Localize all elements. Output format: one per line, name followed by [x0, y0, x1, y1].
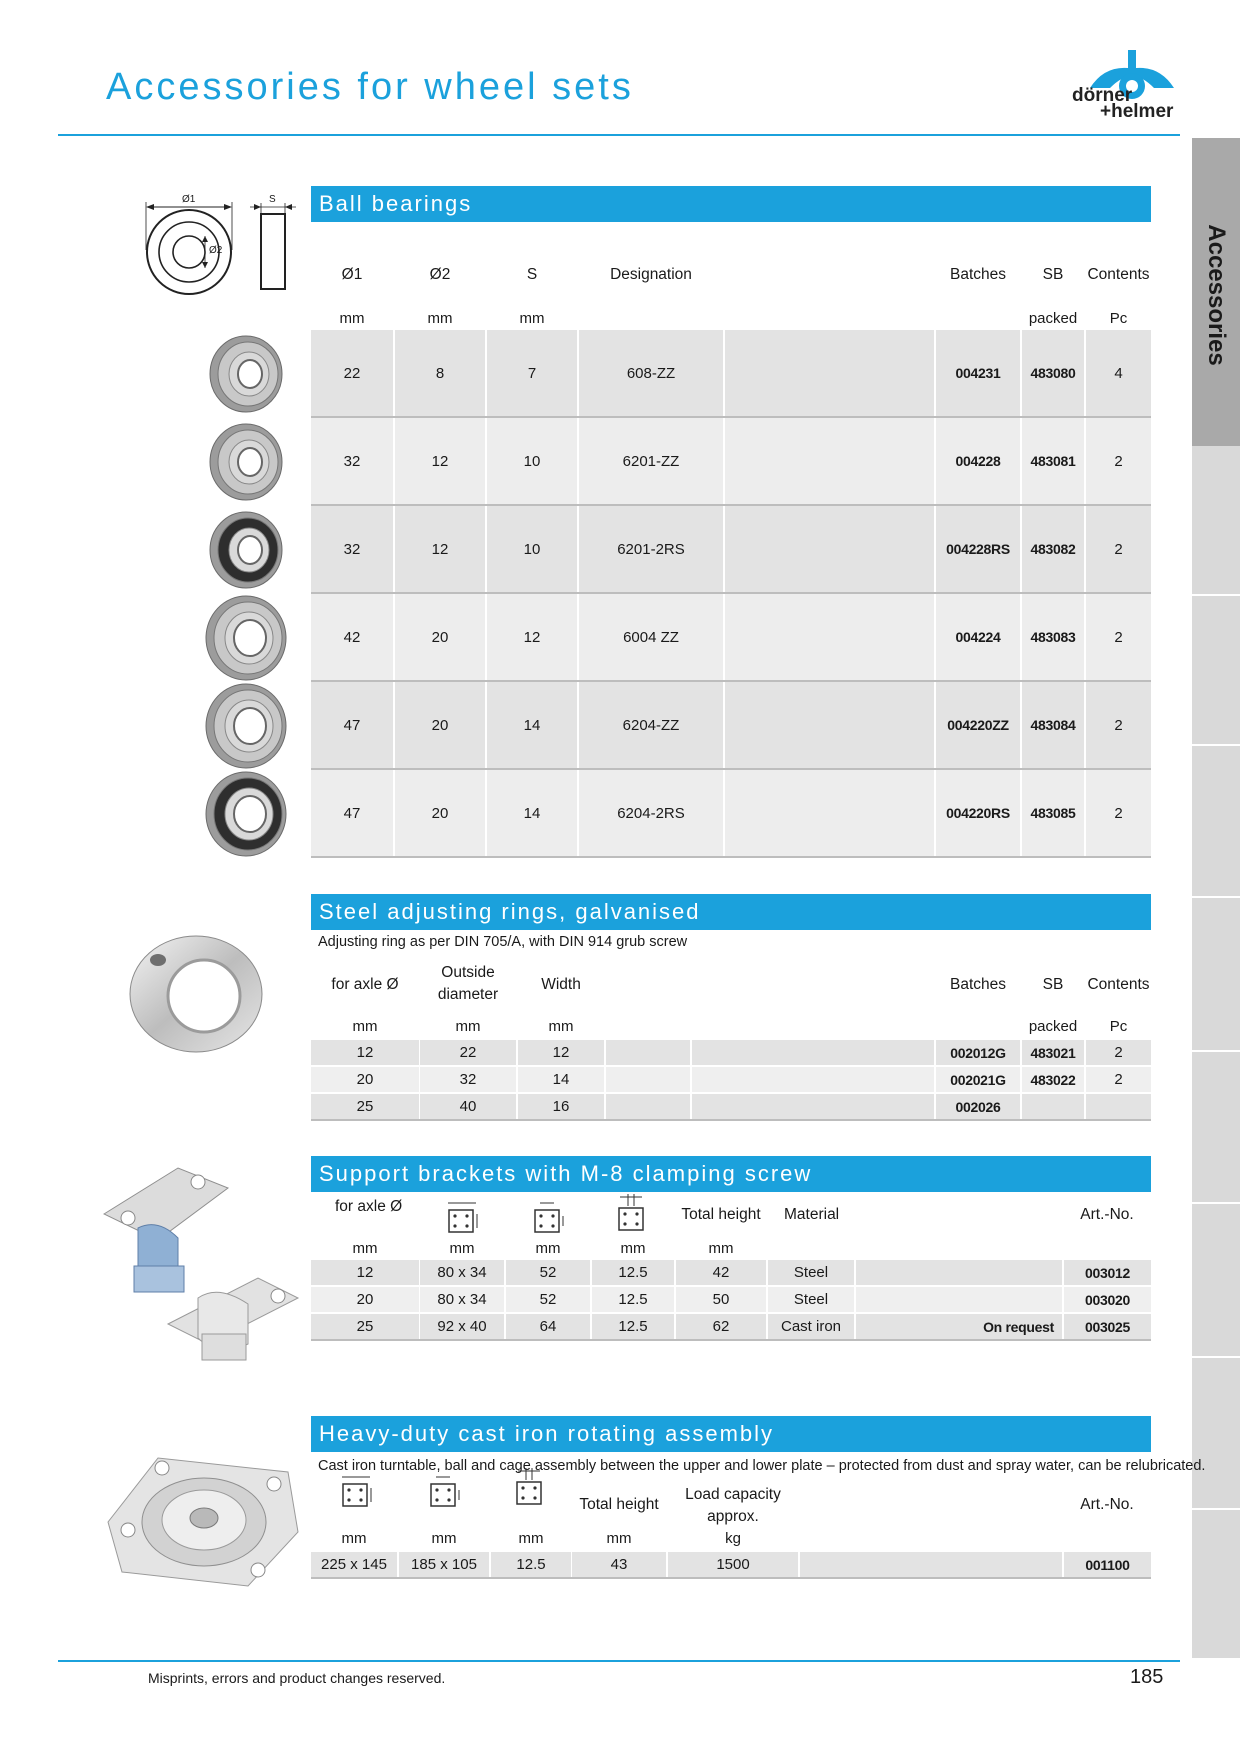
table-cell: 6004 ZZ	[579, 594, 723, 680]
table-cell: 14	[518, 1067, 604, 1092]
table-cell: 1500	[668, 1552, 798, 1577]
table-cell: 10	[487, 418, 577, 504]
header-rule	[58, 134, 1180, 136]
adjusting-ring-image	[118, 924, 268, 1054]
unit-plate: mm	[341, 1530, 367, 1547]
table-cell-empty	[692, 1040, 934, 1065]
table-bottom-rule	[311, 1577, 1151, 1579]
table-cell: 12	[395, 506, 485, 592]
table-cell: 004220ZZ	[936, 682, 1020, 768]
col-header-axle: for axle Ø	[331, 976, 399, 993]
dim-bolt-hole-icon	[616, 1194, 650, 1234]
table-cell: 4	[1086, 330, 1151, 416]
dim-hole-spacing-icon	[532, 1200, 566, 1234]
shielded-bearing-image	[196, 417, 296, 507]
brand-logo	[1070, 46, 1178, 124]
table-cell-empty	[692, 1067, 934, 1092]
col-header-width: Width	[541, 976, 581, 993]
col-header-art-no: Art.-No.	[1080, 1206, 1134, 1223]
table-cell: 16	[518, 1094, 604, 1119]
col-header-contents: Contents	[1087, 976, 1150, 993]
unit-width: mm	[548, 1018, 574, 1035]
col-header-sb: SB	[1042, 266, 1064, 283]
table-cell-empty	[725, 770, 934, 856]
unit-plate: mm	[449, 1240, 475, 1257]
table-cell: 2	[1086, 770, 1151, 856]
adjusting-rings-header: Steel adjusting rings, galvanised	[311, 894, 1151, 930]
col-header-sb: SB	[1042, 976, 1064, 993]
support-brackets-header: Support brackets with M-8 clamping screw	[311, 1156, 1151, 1192]
table-cell: 92 x 40	[420, 1314, 504, 1339]
table-cell: 32	[311, 418, 393, 504]
table-cell	[1022, 1094, 1084, 1119]
side-tab-label[interactable]	[1192, 210, 1240, 380]
dim-plate-icon	[446, 1200, 480, 1234]
table-cell: 002021G	[936, 1067, 1020, 1092]
table-cell: 47	[311, 682, 393, 768]
table-cell: 12	[395, 418, 485, 504]
table-cell: 483085	[1022, 770, 1084, 856]
table-cell: 003012	[1064, 1260, 1151, 1285]
logo-text-helmer: +helmer	[1100, 101, 1174, 122]
unit-s: mm	[519, 310, 545, 327]
unit-d2: mm	[427, 310, 453, 327]
col-header-batches: Batches	[949, 976, 1006, 993]
side-tab-separator	[1192, 896, 1240, 898]
col-header-designation: Designation	[610, 266, 692, 283]
table-cell-empty	[606, 1067, 690, 1092]
bearing-dimension-diagram	[138, 192, 298, 300]
sealed-bearing-image	[196, 505, 296, 595]
side-tab-text: Accessories	[1203, 224, 1230, 366]
table-cell: 42	[311, 594, 393, 680]
table-cell: 12.5	[592, 1287, 674, 1312]
shielded-bearing-image	[196, 593, 296, 683]
adjusting-rings-note: Adjusting ring as per DIN 705/A, with DIN 914 grub screw	[318, 934, 688, 950]
unit-sb: packed	[1028, 310, 1078, 327]
col-header-batches: Batches	[949, 266, 1006, 283]
unit-contents: Pc	[1109, 310, 1128, 327]
dim-plate-icon	[340, 1474, 374, 1508]
table-cell: 225 x 145	[311, 1552, 397, 1577]
side-tab-separator	[1192, 1050, 1240, 1052]
table-cell: 003020	[1064, 1287, 1151, 1312]
table-cell: 12.5	[592, 1314, 674, 1339]
unit-axle: mm	[352, 1018, 378, 1035]
table-cell: 50	[676, 1287, 766, 1312]
table-cell: 12.5	[491, 1552, 571, 1577]
table-cell: 22	[420, 1040, 516, 1065]
dim-bolt-hole-icon	[514, 1468, 548, 1508]
table-cell: 43	[572, 1552, 666, 1577]
table-cell-empty	[800, 1552, 1062, 1577]
table-cell-empty	[725, 506, 934, 592]
unit-outside: mm	[455, 1018, 481, 1035]
table-cell: 003025	[1064, 1314, 1151, 1339]
col-header-axle: for axle Ø	[335, 1198, 403, 1215]
table-cell: 483021	[1022, 1040, 1084, 1065]
table-cell: 483081	[1022, 418, 1084, 504]
rotating-assembly-note: Cast iron turntable, ball and cage assembly between the upper and lower plate – protected from dust and spray water, can be relubricated.	[318, 1458, 1206, 1474]
table-cell: 62	[676, 1314, 766, 1339]
table-cell: 20	[395, 594, 485, 680]
table-cell: 64	[506, 1314, 590, 1339]
table-cell: 002026	[936, 1094, 1020, 1119]
side-tab-separator	[1192, 744, 1240, 746]
table-cell: 20	[311, 1287, 419, 1312]
table-cell: 52	[506, 1287, 590, 1312]
table-cell: 10	[487, 506, 577, 592]
table-cell: 6201-2RS	[579, 506, 723, 592]
table-cell: 004228RS	[936, 506, 1020, 592]
footer-disclaimer: Misprints, errors and product changes reserved.	[148, 1670, 446, 1686]
shielded-bearing-image	[196, 329, 296, 419]
table-cell: 2	[1086, 1040, 1151, 1065]
table-cell: 2	[1086, 594, 1151, 680]
table-cell-empty	[725, 682, 934, 768]
side-tab-separator	[1192, 594, 1240, 596]
page-title: Accessories for wheel sets	[106, 66, 634, 108]
col-header-art-no: Art.-No.	[1080, 1496, 1134, 1513]
col-header-d1: Ø1	[341, 266, 363, 283]
table-cell: 12	[518, 1040, 604, 1065]
col-header-s: S	[526, 266, 538, 283]
table-cell: 483084	[1022, 682, 1084, 768]
table-cell	[1086, 1094, 1151, 1119]
diagram-label-d2: Ø2	[209, 245, 223, 256]
unit-total-height: mm	[606, 1530, 632, 1547]
logo-text-dorner: dörner	[1072, 85, 1133, 106]
table-cell-empty	[725, 594, 934, 680]
unit-bolt-hole: mm	[620, 1240, 646, 1257]
col-header-d2: Ø2	[429, 266, 451, 283]
table-cell: 2	[1086, 682, 1151, 768]
col-header-total-height: Total height	[681, 1206, 761, 1223]
col-header-load-capacity: Load capacity	[685, 1486, 781, 1503]
col-header-approx: approx.	[707, 1508, 759, 1525]
table-cell: 185 x 105	[399, 1552, 489, 1577]
table-bottom-rule	[311, 1119, 1151, 1121]
table-cell: 8	[395, 330, 485, 416]
table-cell: 002012G	[936, 1040, 1020, 1065]
table-cell: 14	[487, 770, 577, 856]
table-cell: 20	[395, 770, 485, 856]
page-number: 185	[1130, 1666, 1164, 1688]
table-cell: 12.5	[592, 1260, 674, 1285]
unit-sb: packed	[1028, 1018, 1078, 1035]
table-cell: 42	[676, 1260, 766, 1285]
col-header-material: Material	[784, 1206, 840, 1223]
table-cell: 6201-ZZ	[579, 418, 723, 504]
table-cell: 608-ZZ	[579, 330, 723, 416]
table-cell: 12	[311, 1040, 419, 1065]
table-cell: 80 x 34	[420, 1260, 504, 1285]
table-cell: 004231	[936, 330, 1020, 416]
table-cell: 483080	[1022, 330, 1084, 416]
table-cell: 483022	[1022, 1067, 1084, 1092]
unit-d1: mm	[339, 310, 365, 327]
table-cell: 14	[487, 682, 577, 768]
table-bottom-rule	[311, 1339, 1151, 1341]
sealed-bearing-image	[196, 769, 296, 859]
table-cell-empty	[606, 1040, 690, 1065]
dim-hole-spacing-icon	[428, 1474, 462, 1508]
table-cell: 32	[420, 1067, 516, 1092]
table-cell	[856, 1260, 1062, 1285]
table-cell: 004220RS	[936, 770, 1020, 856]
table-cell: 7	[487, 330, 577, 416]
unit-hole-spacing: mm	[535, 1240, 561, 1257]
table-cell: 80 x 34	[420, 1287, 504, 1312]
col-header-outside: Outside	[441, 964, 495, 981]
col-header-contents: Contents	[1087, 266, 1150, 283]
side-tab-separator	[1192, 1202, 1240, 1204]
rotating-assembly-image	[98, 1452, 308, 1592]
table-cell: 6204-2RS	[579, 770, 723, 856]
table-cell: 483083	[1022, 594, 1084, 680]
table-cell-empty	[606, 1094, 690, 1119]
side-tab-separator	[1192, 1356, 1240, 1358]
table-cell: On request	[856, 1314, 1062, 1339]
side-tab-separator	[1192, 1508, 1240, 1510]
rotating-assembly-header: Heavy-duty cast iron rotating assembly	[311, 1416, 1151, 1452]
table-cell-empty	[725, 330, 934, 416]
support-bracket-image	[98, 1148, 308, 1370]
unit-total-height: mm	[708, 1240, 734, 1257]
table-cell-empty	[725, 418, 934, 504]
table-cell: 2	[1086, 1067, 1151, 1092]
table-cell: 6204-ZZ	[579, 682, 723, 768]
col-header-diameter: diameter	[437, 986, 499, 1003]
table-cell: 25	[311, 1094, 419, 1119]
unit-axle: mm	[352, 1240, 378, 1257]
table-cell-empty	[692, 1094, 934, 1119]
table-cell: 2	[1086, 506, 1151, 592]
table-cell: 001100	[1064, 1552, 1151, 1577]
table-cell: 32	[311, 506, 393, 592]
footer-rule	[58, 1660, 1180, 1662]
col-header-total-height: Total height	[579, 1496, 659, 1513]
diagram-label-s: S	[269, 194, 276, 205]
unit-hole-spacing: mm	[431, 1530, 457, 1547]
table-cell: 2	[1086, 418, 1151, 504]
diagram-label-d1: Ø1	[182, 194, 196, 205]
table-cell: 004224	[936, 594, 1020, 680]
shielded-bearing-image	[196, 681, 296, 771]
table-cell: Cast iron	[768, 1314, 854, 1339]
table-cell: 52	[506, 1260, 590, 1285]
table-cell: 20	[311, 1067, 419, 1092]
table-cell: 12	[311, 1260, 419, 1285]
table-cell: 25	[311, 1314, 419, 1339]
table-cell: Steel	[768, 1287, 854, 1312]
table-cell: 483082	[1022, 506, 1084, 592]
table-row-divider	[311, 856, 1151, 858]
table-cell: 12	[487, 594, 577, 680]
table-cell: 47	[311, 770, 393, 856]
unit-load-capacity: kg	[725, 1530, 741, 1547]
table-cell: 40	[420, 1094, 516, 1119]
table-cell: 22	[311, 330, 393, 416]
ball-bearings-header: Ball bearings	[311, 186, 1151, 222]
unit-contents: Pc	[1109, 1018, 1128, 1035]
table-cell: 20	[395, 682, 485, 768]
unit-bolt-hole: mm	[518, 1530, 544, 1547]
table-cell: 004228	[936, 418, 1020, 504]
table-cell: Steel	[768, 1260, 854, 1285]
table-cell	[856, 1287, 1062, 1312]
